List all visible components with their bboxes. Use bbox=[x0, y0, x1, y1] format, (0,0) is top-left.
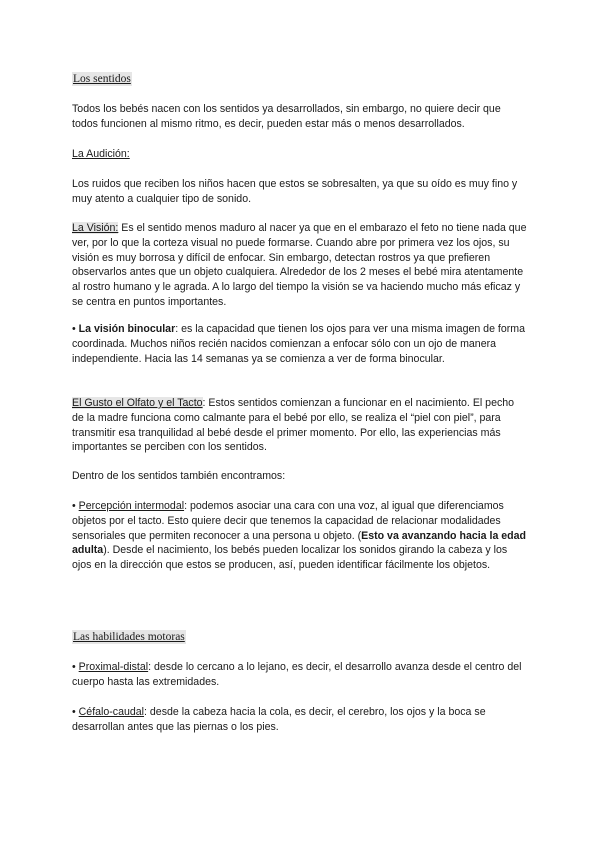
cefalo-text: : desde la cabeza hacia la cola, es decir, el cerebro, los ojos y la boca se desarrollan antes que las piernas o los pies. bbox=[72, 706, 486, 733]
bullet: • bbox=[72, 323, 79, 335]
percepcion-paragraph bbox=[72, 499, 528, 573]
audicion-heading bbox=[72, 147, 528, 162]
percepcion-label: Percepción intermodal bbox=[78, 500, 185, 512]
cefalo-paragraph bbox=[72, 705, 528, 735]
proximal-label: Proximal-distal bbox=[78, 661, 149, 673]
dentro-paragraph: Dentro de los sentidos también encontramos: bbox=[72, 470, 286, 482]
bullet: • bbox=[72, 706, 79, 718]
vision-text: Es el sentido menos maduro al nacer ya que en el embarazo el feto no tiene nada que ver, por lo que la corteza visual no puede formarse. Cuando abre por primera vez los ojos, su visión es muy borrosa y difícil de enfocar. Sin embargo, detectan rostros ya que prefieren observarlos antes que un objeto cualquiera. Alrededor de los 2 meses el bebé mira atentamente al rostro humano y le agrada. A lo largo del tiempo la visión se va haciendo mucho más eficaz y se centra en puntos importantes. bbox=[72, 222, 527, 308]
audicion-paragraph: Los ruidos que reciben los niños hacen que estos se sobresalten, ya que su oído es muy fino y muy atento a cualquier tipo de sonido. bbox=[72, 178, 518, 205]
vision-paragraph bbox=[72, 221, 528, 310]
cefalo-label: Céfalo-caudal bbox=[78, 706, 145, 718]
sentidos-title: Los sentidos bbox=[73, 73, 131, 85]
gusto-heading: El Gusto el Olfato y el Tacto bbox=[72, 397, 203, 409]
binocular-paragraph bbox=[72, 322, 528, 366]
gusto-text: : Estos sentidos comienzan a funcionar en el nacimiento. El pecho de la madre funciona como calmante para el bebé por ello, se realiza el “piel con piel”, para transmitir esa tranquilidad al bebé desde el primer momento. Por ello, las experiencias más importantes se perciben con los sentidos. bbox=[72, 397, 515, 454]
percepcion-text-1: : podemos asociar una cara con una voz, al igual que diferenciamos objetos por el tacto. Esto quiere decir que tenemos la capacidad de relacionar modalidades sensoriales que permiten reconocer a una persona u objeto. ( bbox=[72, 500, 504, 542]
binocular-text: : es la capacidad que tienen los ojos para ver una misma imagen de forma coordinada. Muchos niños recién nacidos comienzan a enfocar sólo con un ojo de manera independiente. Hacia las 14 semanas ya se comienza a ver de forma binocular. bbox=[72, 323, 525, 365]
gusto-paragraph bbox=[72, 396, 528, 455]
audicion-heading-text: La Audición: bbox=[72, 148, 130, 160]
binocular-label: La visión binocular bbox=[78, 323, 176, 335]
proximal-paragraph bbox=[72, 660, 528, 690]
percepcion-text-2: ). Desde el nacimiento, los bebés pueden localizar los sonidos girando la cabeza y los ojos en la dirección que estos se producen, así, pueden identificar fácilmente los objetos. bbox=[72, 544, 508, 572]
bullet: • bbox=[72, 500, 79, 512]
intro-paragraph: Todos los bebés nacen con los sentidos ya desarrollados, sin embargo, no quiere decir que todos funcionen al mismo ritmo, es decir, pueden estar más o menos desarrollados. bbox=[72, 103, 501, 130]
proximal-text: : desde lo cercano a lo lejano, es decir, el desarrollo avanza desde el centro del cuerpo hasta las extremidades. bbox=[72, 661, 522, 688]
motoras-title: Las habilidades motoras bbox=[73, 631, 185, 643]
bullet: • bbox=[72, 661, 79, 673]
percepcion-bold: Esto va avanzando hacia la edad adulta bbox=[72, 529, 527, 557]
vision-heading: La Visión: bbox=[72, 222, 119, 234]
